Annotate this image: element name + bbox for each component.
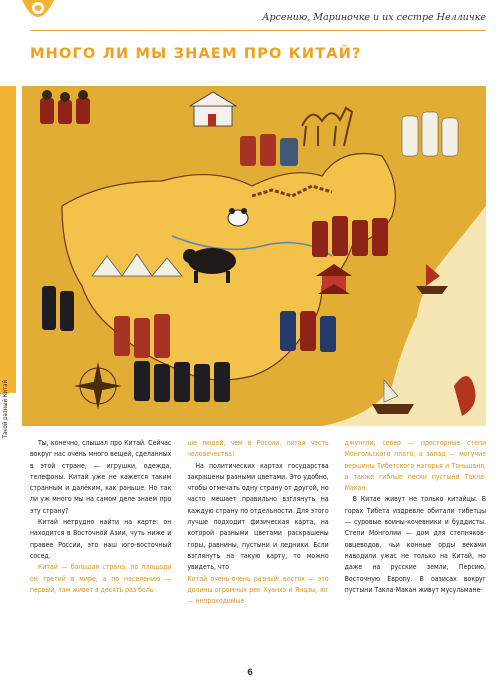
paragraph-highlight: Китай — большая страна, по площади он третий в мире, а по населению — первый, там живёт в десять раз боль- (30, 563, 172, 594)
publisher-logo-icon (18, 0, 58, 30)
people-group-illustration-ne (402, 112, 458, 156)
paragraph-highlight: Китай очень-очень разный: восток — это долины огромных рек Хуанхэ и Янцзы, юг — непроходимые (187, 574, 329, 606)
people-group-illustration-nw (40, 90, 90, 124)
paragraph-highlight: джунгли, север — просторные степи Монгольского плато, а запад — могучие вершины Тибетского нагорья и Тяньшаня, а также гиблые пески пустыни Такла-Макан. (344, 439, 486, 493)
sidebar-label: Такой разный Китай (2, 380, 9, 439)
paragraph: Китай нетрудно найти на карте: он находится в Восточной Азии, чуть ниже и правее России, это наш юго-восточный сосед. (30, 518, 172, 560)
page-number: 6 (247, 668, 253, 678)
paragraph: В Китае живут не только китайцы. В горах Тибета издревле обитали тибетцы — суровые воины-кочевники и буддисты. Степи Монголии — дом для степняков-овцеводов, чьи конные орды веками наводили ужас не только на Китай, но даже на русские земли, Персию, Восточную Европу. В оазисах вокруг пустыни Такла-Макан живут мусульмане- (344, 495, 486, 594)
page-title: МНОГО ЛИ МЫ ЗНАЕМ ПРО КИТАЙ? (30, 46, 362, 62)
sidebar-strip (0, 86, 16, 393)
people-group-illustration-south (280, 311, 336, 352)
header-rule (30, 30, 486, 31)
article-body (30, 438, 486, 666)
text-column-1 (30, 438, 171, 666)
text-column-3 (345, 438, 486, 666)
paragraph: Ты, конечно, слышал про Китай. Сейчас вокруг нас очень много вещей, сделанных в этой стране, — игрушки, одежда, телефоны. Китай уже не кажется таким странным и далёким, как раньше. Но так ли уж много мы на самом деле знаем про эту страну? (30, 439, 172, 515)
paragraph-highlight: ше людей, чем в России, пятая часть человечества! (187, 439, 329, 459)
paragraph: На политических картах государства закрашены разными цветами. Это удобно, чтобы отмечать одну страну от другой, но часто мешает правильно взглянуть на каждую страну по отдельности. Для этого лучше подходит физическая карта, на которой разными цветами раскрашены горы, равнины, пустыни и ледники. Если взглянуть на такую карту, то можно увидеть, что (187, 461, 329, 572)
panda-illustration (228, 208, 248, 226)
dedication: Арсению, Мариночке и их сестре Нелличке (262, 12, 486, 23)
china-illustrated-map (22, 86, 486, 426)
people-group-illustration-north (240, 134, 298, 166)
text-column-2 (187, 438, 328, 666)
